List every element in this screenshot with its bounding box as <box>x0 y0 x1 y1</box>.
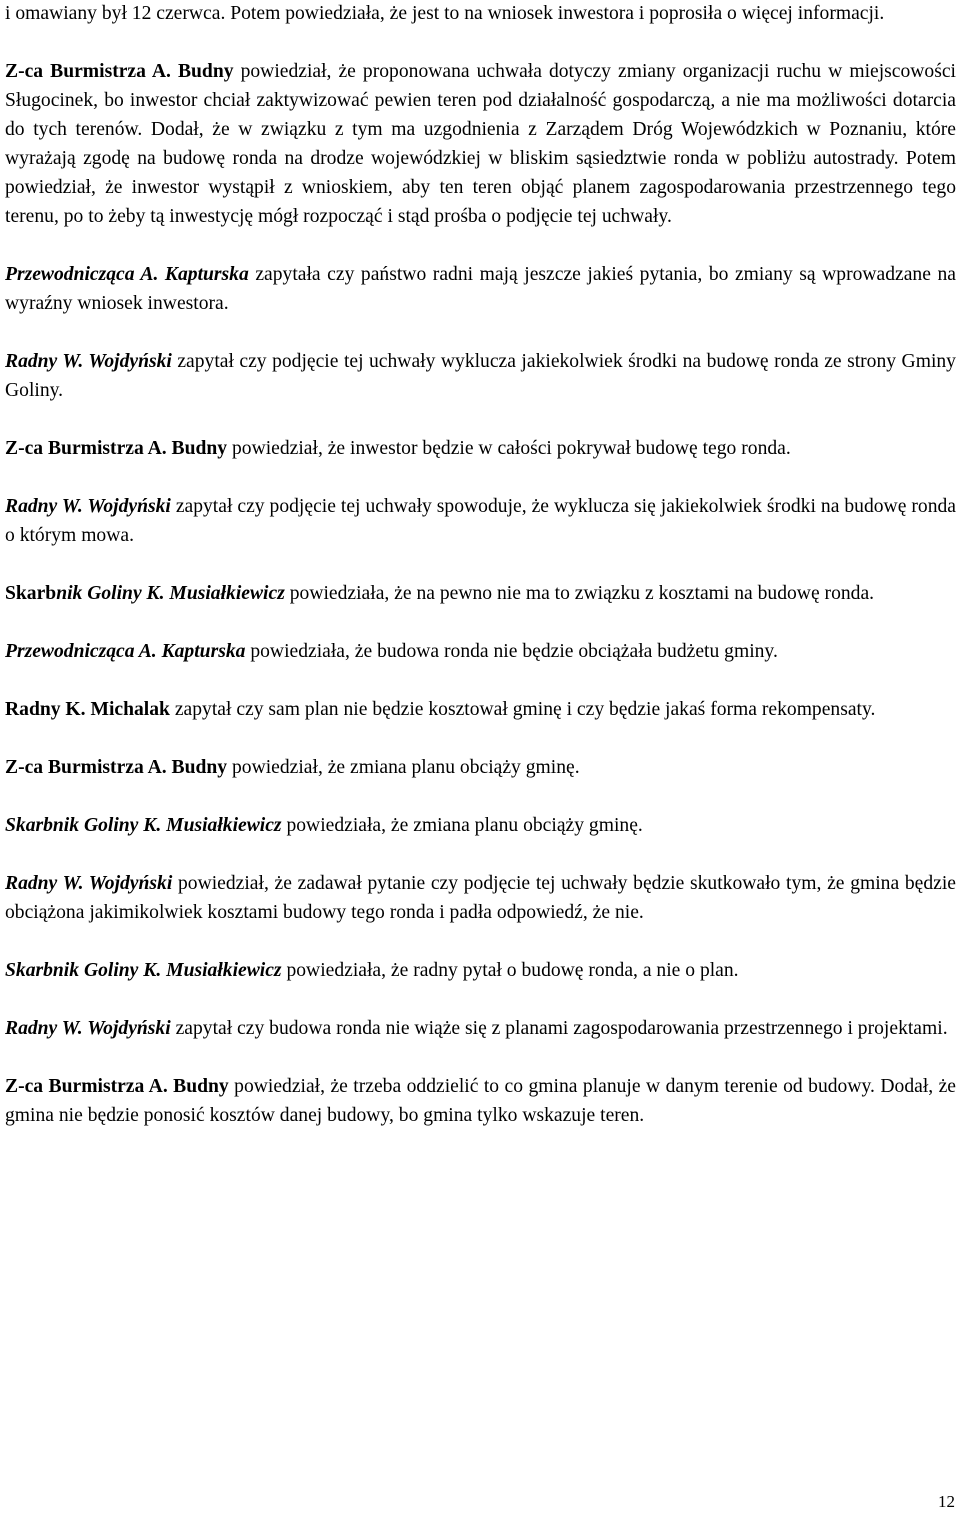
speaker-name-part: Skarbnik Goliny K. Musiałkiewicz <box>5 815 282 836</box>
page-number: 12 <box>938 1492 955 1511</box>
paragraph <box>5 347 956 405</box>
speaker-name-part: Przewodnicząca A. Kapturska <box>5 641 246 662</box>
paragraph-text: i omawiany był 12 czerwca. Potem powiedziała, że jest to na wniosek inwestora i poprosiła o więcej informacji. <box>5 3 885 24</box>
paragraph <box>5 579 956 608</box>
speaker-name <box>5 699 170 720</box>
speaker-name-part: Przewodnicząca A. Kapturska <box>5 264 249 285</box>
paragraph <box>5 1014 956 1043</box>
paragraph <box>5 492 956 550</box>
speaker-name-part: Radny W. Wojdyński <box>5 873 173 894</box>
speaker-name-part: Z-ca Burmistrza A. Budny <box>5 757 228 778</box>
paragraph <box>5 753 956 782</box>
speaker-name <box>5 496 171 517</box>
paragraph-text: zapytała czy państwo radni mają jeszcze jakieś pytania, bo zmiany są wprowadzane na wyraźny wniosek inwestora. <box>5 264 956 314</box>
speaker-name-part: Z-ca Burmistrza A. Budny <box>5 61 234 82</box>
paragraph-text: zapytał czy sam plan nie będzie kosztował gminę i czy będzie jakaś forma rekompensaty. <box>169 699 876 720</box>
speaker-name <box>5 641 245 662</box>
paragraph-text: zapytał czy budowa ronda nie wiąże się z planami zagospodarowania przestrzennego i projektami. <box>170 1018 948 1039</box>
speaker-name-part: Radny W. Wojdyński <box>5 496 171 517</box>
paragraph <box>5 811 956 840</box>
speaker-name-part: nik Goliny K. Musiałkiewicz <box>56 583 285 604</box>
document-page <box>5 0 956 1130</box>
paragraph <box>5 260 956 318</box>
speaker-name <box>5 1076 229 1097</box>
paragraph-text: powiedział, że trzeba oddzielić to co gmina planuje w danym terenie od budowy. Dodał, że gmina nie będzie ponosić kosztów danej budowy, bo gmina tylko wskazuje teren. <box>5 1076 956 1126</box>
paragraph-text: zapytał czy podjęcie tej uchwały wyklucza jakiekolwiek środki na budowę ronda ze strony Gminy Goliny. <box>5 351 956 401</box>
paragraph <box>5 869 956 927</box>
paragraph-text: powiedziała, że zmiana planu obciąży gminę. <box>281 815 643 836</box>
paragraph <box>5 0 956 28</box>
paragraph-text: powiedział, że zmiana planu obciąży gminę. <box>227 757 580 778</box>
speaker-name-part: Skarb <box>5 583 57 604</box>
paragraph <box>5 57 956 231</box>
paragraph-text: powiedział, że inwestor będzie w całości pokrywał budowę tego ronda. <box>227 438 791 459</box>
speaker-name-part: Z-ca Burmistrza A. Budny <box>5 438 228 459</box>
paragraph-text: powiedział, że proponowana uchwała dotyczy zmiany organizacji ruchu w miejscowości Sługocinek, bo inwestor chciał zaktywizować pewien teren pod działalność gospodarczą, a nie ma możliwości dotarcia do tych terenów. Dodał, że w związku z tym ma uzgodnienia z Zarządem Dróg Wojewódzkich w Poznaniu, które wyrażają zgodę na budowę ronda na drodze wojewódzkiej w bliskim sąsiedztwie ronda w pobliżu autostrady. Potem powiedział, że inwestor wystąpił z wnioskiem, aby ten teren objąć planem zagospodarowania przestrzennego tego terenu, po to żeby tą inwestycję mógł rozpocząć i stąd prośba o podjęcie tej uchwały. <box>5 61 956 227</box>
speaker-name <box>5 873 172 894</box>
paragraph-text: zapytał czy podjęcie tej uchwały spowoduje, że wyklucza się jakiekolwiek środki na budowę ronda o którym mowa. <box>5 496 956 546</box>
speaker-name-part: Radny K. Michalak <box>5 699 170 720</box>
speaker-name <box>5 757 227 778</box>
speaker-name <box>5 583 285 604</box>
speaker-name <box>5 815 282 836</box>
paragraph-text: powiedział, że zadawał pytanie czy podjęcie tej uchwały będzie skutkowało tym, że gmina będzie obciążona jakimikolwiek kosztami budowy tego ronda i padła odpowiedź, że nie. <box>5 873 956 923</box>
speaker-name-part: Skarbnik Goliny K. Musiałkiewicz <box>5 960 282 981</box>
paragraph <box>5 1072 956 1130</box>
speaker-name <box>5 61 234 82</box>
speaker-name <box>5 1018 171 1039</box>
paragraph <box>5 637 956 666</box>
speaker-name <box>5 960 282 981</box>
speaker-name-part: Radny W. Wojdyński <box>5 1018 171 1039</box>
speaker-name-part: Z-ca Burmistrza A. Budny <box>5 1076 229 1097</box>
speaker-name <box>5 351 172 372</box>
speaker-name <box>5 264 249 285</box>
paragraph <box>5 695 956 724</box>
paragraph <box>5 956 956 985</box>
speaker-name <box>5 438 227 459</box>
paragraph <box>5 434 956 463</box>
paragraph-text: powiedziała, że na pewno nie ma to związku z kosztami na budowę ronda. <box>284 583 875 604</box>
paragraph-text: powiedziała, że radny pytał o budowę ronda, a nie o plan. <box>281 960 739 981</box>
paragraph-text: powiedziała, że budowa ronda nie będzie obciążała budżetu gminy. <box>245 641 778 662</box>
speaker-name-part: Radny W. Wojdyński <box>5 351 172 372</box>
